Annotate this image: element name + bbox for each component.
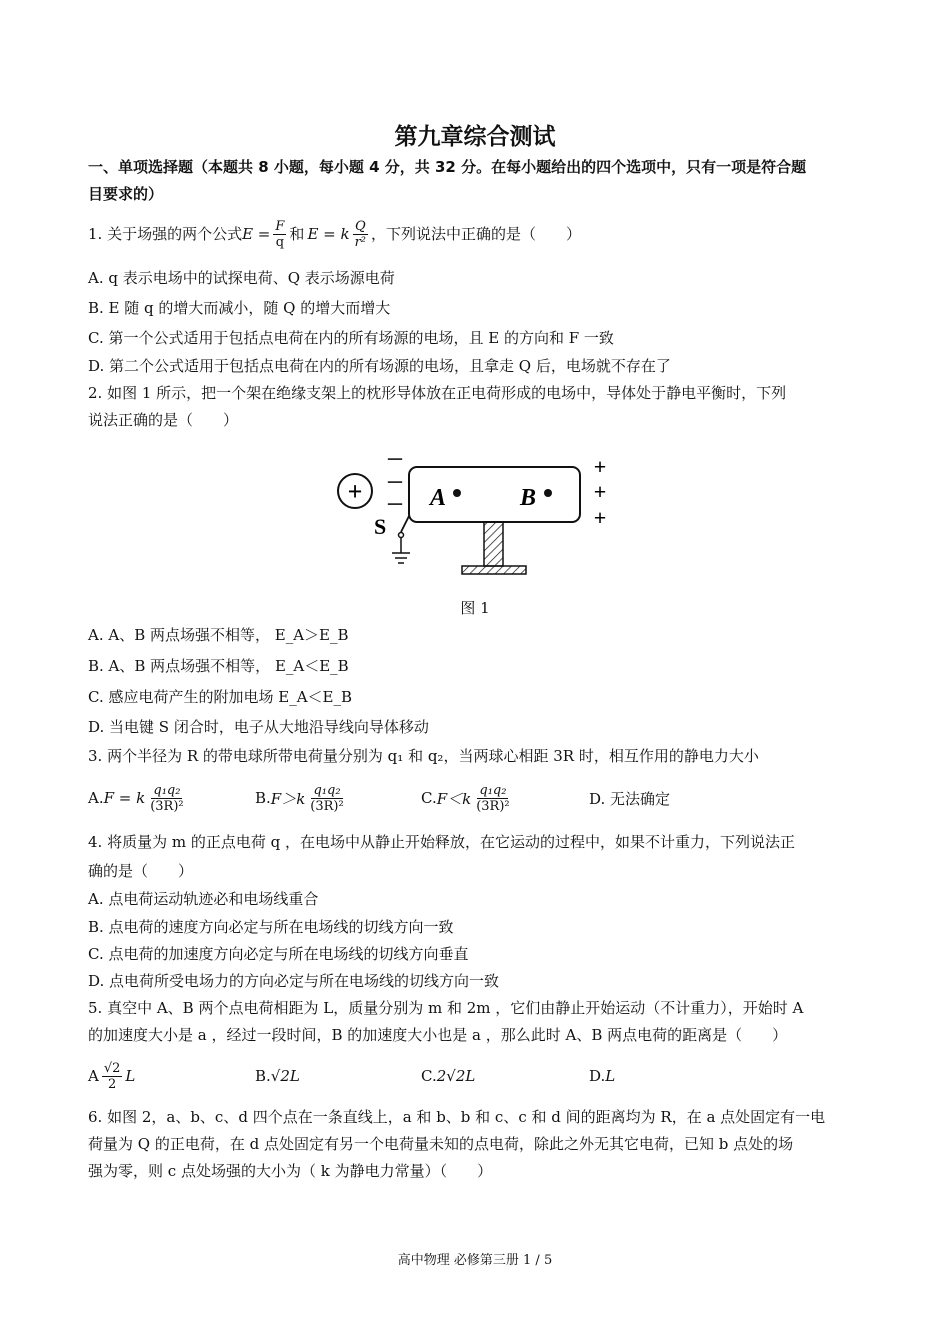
q3-option-b-denominator: (3R)² [310, 798, 344, 814]
q5-option-b-value: √2L [270, 1067, 300, 1085]
section-heading-line2: 目要求的） [88, 185, 164, 203]
q3-option-d-prefix: D. 无法确定 [589, 789, 671, 808]
figure-1-caption: 图 1 [460, 599, 490, 617]
q1-formula1-lhs: E = [242, 225, 271, 243]
q1-option-c: C. 第一个公式适用于包括点电荷在内的所有场源的电场，且 E 的方向和 F 一致 [88, 329, 614, 347]
point-b-label: B [520, 485, 537, 511]
switch-label: S [374, 514, 387, 539]
positive-charge-3: + [593, 505, 607, 530]
q3-option-a-denominator: (3R)² [150, 798, 184, 814]
q4-option-b: B. 点电荷的速度方向必定与所在电场线的切线方向一致 [88, 918, 454, 936]
q5-option-d-value: L [605, 1067, 616, 1085]
q5-stem-line2: 的加速度大小是 a ，经过一段时间，B 的加速度大小也是 a ，那么此时 A、B 两点电荷的距离是（ ） [88, 1026, 788, 1044]
q1-option-d: D. 第二个公式适用于包括点电荷在内的所有场源的电场，且拿走 Q 后，电场就不存在了 [88, 357, 671, 375]
point-a-label: A [430, 485, 447, 511]
q3-options [88, 778, 868, 818]
q6-stem-line3: 强为零，则 c 点处场强的大小为（ k 为静电力常量）（ ） [88, 1162, 493, 1180]
q5-option-d-prefix: D. [589, 1067, 606, 1085]
q3-option-a-relation: F = k [103, 789, 146, 807]
q1-formula2-fraction [353, 219, 368, 250]
insulating-stand-base [462, 566, 526, 574]
insulating-stand-post [484, 522, 503, 566]
figure-1-pillow-conductor [330, 450, 620, 580]
q2-option-c: C. 感应电荷产生的附加电场 E_A＜E_B [88, 688, 353, 706]
q1-stem-end: ，下列说法中正确的是（ ） [371, 225, 582, 243]
q5-option-b [255, 1056, 300, 1096]
q3-option-b-prefix: B. [255, 789, 271, 807]
q3-option-a [88, 778, 189, 818]
q4-option-a: A. 点电荷运动轨迹必和电场线重合 [88, 890, 319, 908]
q3-option-c-denominator: (3R)² [476, 798, 510, 814]
q2-option-b: B. A、B 两点场强不相等， E_A＜E_B [88, 657, 349, 675]
q3-option-b [255, 778, 349, 818]
q3-stem: 3. 两个半径为 R 的带电球所带电荷量分别为 q₁ 和 q₂，当两球心相距 3R 时，相互作用的静电力大小 [88, 747, 759, 765]
q5-options [88, 1056, 868, 1096]
q1-formula1-fraction [273, 219, 286, 250]
q3-option-c [421, 778, 515, 818]
q2-option-d: D. 当电键 S 闭合时，电子从大地沿导线向导体移动 [88, 718, 429, 736]
q5-option-a-denominator: 2 [107, 1076, 117, 1092]
page-footer: 高中物理 必修第三册 1 / 5 [397, 1253, 553, 1268]
q4-stem-line2: 确的是（ ） [88, 862, 194, 880]
q1-option-b: B. E 随 q 的增大而减小，随 Q 的增大而增大 [88, 299, 391, 317]
q5-option-a-prefix: A [88, 1067, 99, 1085]
q3-option-c-numerator: q₁q₂ [479, 782, 507, 798]
q1-option-a: A. q 表示电场中的试探电荷、Q 表示场源电荷 [88, 269, 395, 287]
section-heading-line1: 一、单项选择题（本题共 8 小题，每小题 4 分，共 32 分。在每小题给出的四个选项中，只有一项是符合题 [88, 158, 807, 176]
negative-charge-2: － [386, 473, 404, 493]
q1-stem-start: 1. 关于场强的两个公式 [88, 225, 243, 243]
negative-charge-3: － [386, 495, 404, 515]
q5-stem-line1: 5. 真空中 A、B 两个点电荷相距为 L，质量分别为 m 和 2m ，它们由静止开始运动（不计重力），开始时 A [88, 999, 804, 1017]
q4-stem-line1: 4. 将质量为 m 的正点电荷 q ，在电场中从静止开始释放，在它运动的过程中，如果不计重力，下列说法正 [88, 833, 795, 851]
q1-formula2-numerator: Q [354, 218, 366, 234]
q5-option-a [88, 1056, 135, 1096]
source-charge-sign: + [347, 477, 363, 506]
point-b-dot [544, 489, 552, 497]
q3-option-c-relation: F＜k [436, 789, 472, 808]
q3-option-a-fraction [148, 783, 185, 814]
q3-option-b-numerator: q₁q₂ [313, 782, 341, 798]
q1-formula1-denominator: q [275, 234, 285, 250]
negative-charge-1: － [386, 450, 404, 470]
q3-option-c-prefix: C. [421, 789, 437, 807]
q5-option-a-fraction [102, 1061, 123, 1092]
q1-joiner: 和 [289, 225, 305, 243]
q3-option-a-numerator: q₁q₂ [153, 782, 181, 798]
q5-option-a-tail: L [125, 1067, 136, 1085]
q3-option-d [589, 778, 670, 818]
q3-option-b-fraction [308, 783, 345, 814]
positive-charge-1: + [593, 454, 607, 479]
q6-stem-line1: 6. 如图 2，a、b、c、d 四个点在一条直线上，a 和 b、b 和 c、c 和 d 间的距离均为 R，在 a 点处固定有一电 [88, 1108, 826, 1126]
switch-blade [401, 516, 409, 532]
q3-option-a-prefix: A. [88, 789, 104, 807]
q3-option-b-relation: F＞k [270, 789, 306, 808]
q4-option-d: D. 点电荷所受电场力的方向必定与所在电场线的切线方向一致 [88, 972, 500, 990]
q3-option-c-fraction [474, 783, 511, 814]
q2-option-a: A. A、B 两点场强不相等， E_A＞E_B [88, 626, 349, 644]
switch-contact [399, 533, 404, 538]
q1-formula2-lhs: E = k [307, 225, 350, 243]
q5-option-c-prefix: C. [421, 1067, 437, 1085]
q5-option-a-numerator: √2 [103, 1060, 121, 1076]
point-a-dot [453, 489, 461, 497]
page-title: 第九章综合测试 [394, 124, 556, 150]
q4-option-c: C. 点电荷的加速度方向必定与所在电场线的切线方向垂直 [88, 945, 469, 963]
q5-option-b-prefix: B. [255, 1067, 271, 1085]
q2-stem-line1: 2. 如图 1 所示，把一个架在绝缘支架上的枕形导体放在正电荷形成的电场中，导体处于静电平衡时，下列 [88, 384, 787, 402]
q1-formula1-numerator: F [275, 218, 285, 234]
q1-stem [88, 212, 868, 256]
q1-formula2-denominator: r² [354, 234, 367, 250]
q6-stem-line2: 荷量为 Q 的正电荷，在 d 点处固定有另一个电荷量未知的点电荷，除此之外无其它电荷，已知 b 点处的场 [88, 1135, 794, 1153]
q2-stem-line2: 说法正确的是（ ） [88, 411, 239, 429]
q5-option-c [421, 1056, 475, 1096]
q5-option-d [589, 1056, 615, 1096]
positive-charge-2: + [593, 479, 607, 504]
q5-option-c-value: 2√2L [436, 1067, 476, 1085]
